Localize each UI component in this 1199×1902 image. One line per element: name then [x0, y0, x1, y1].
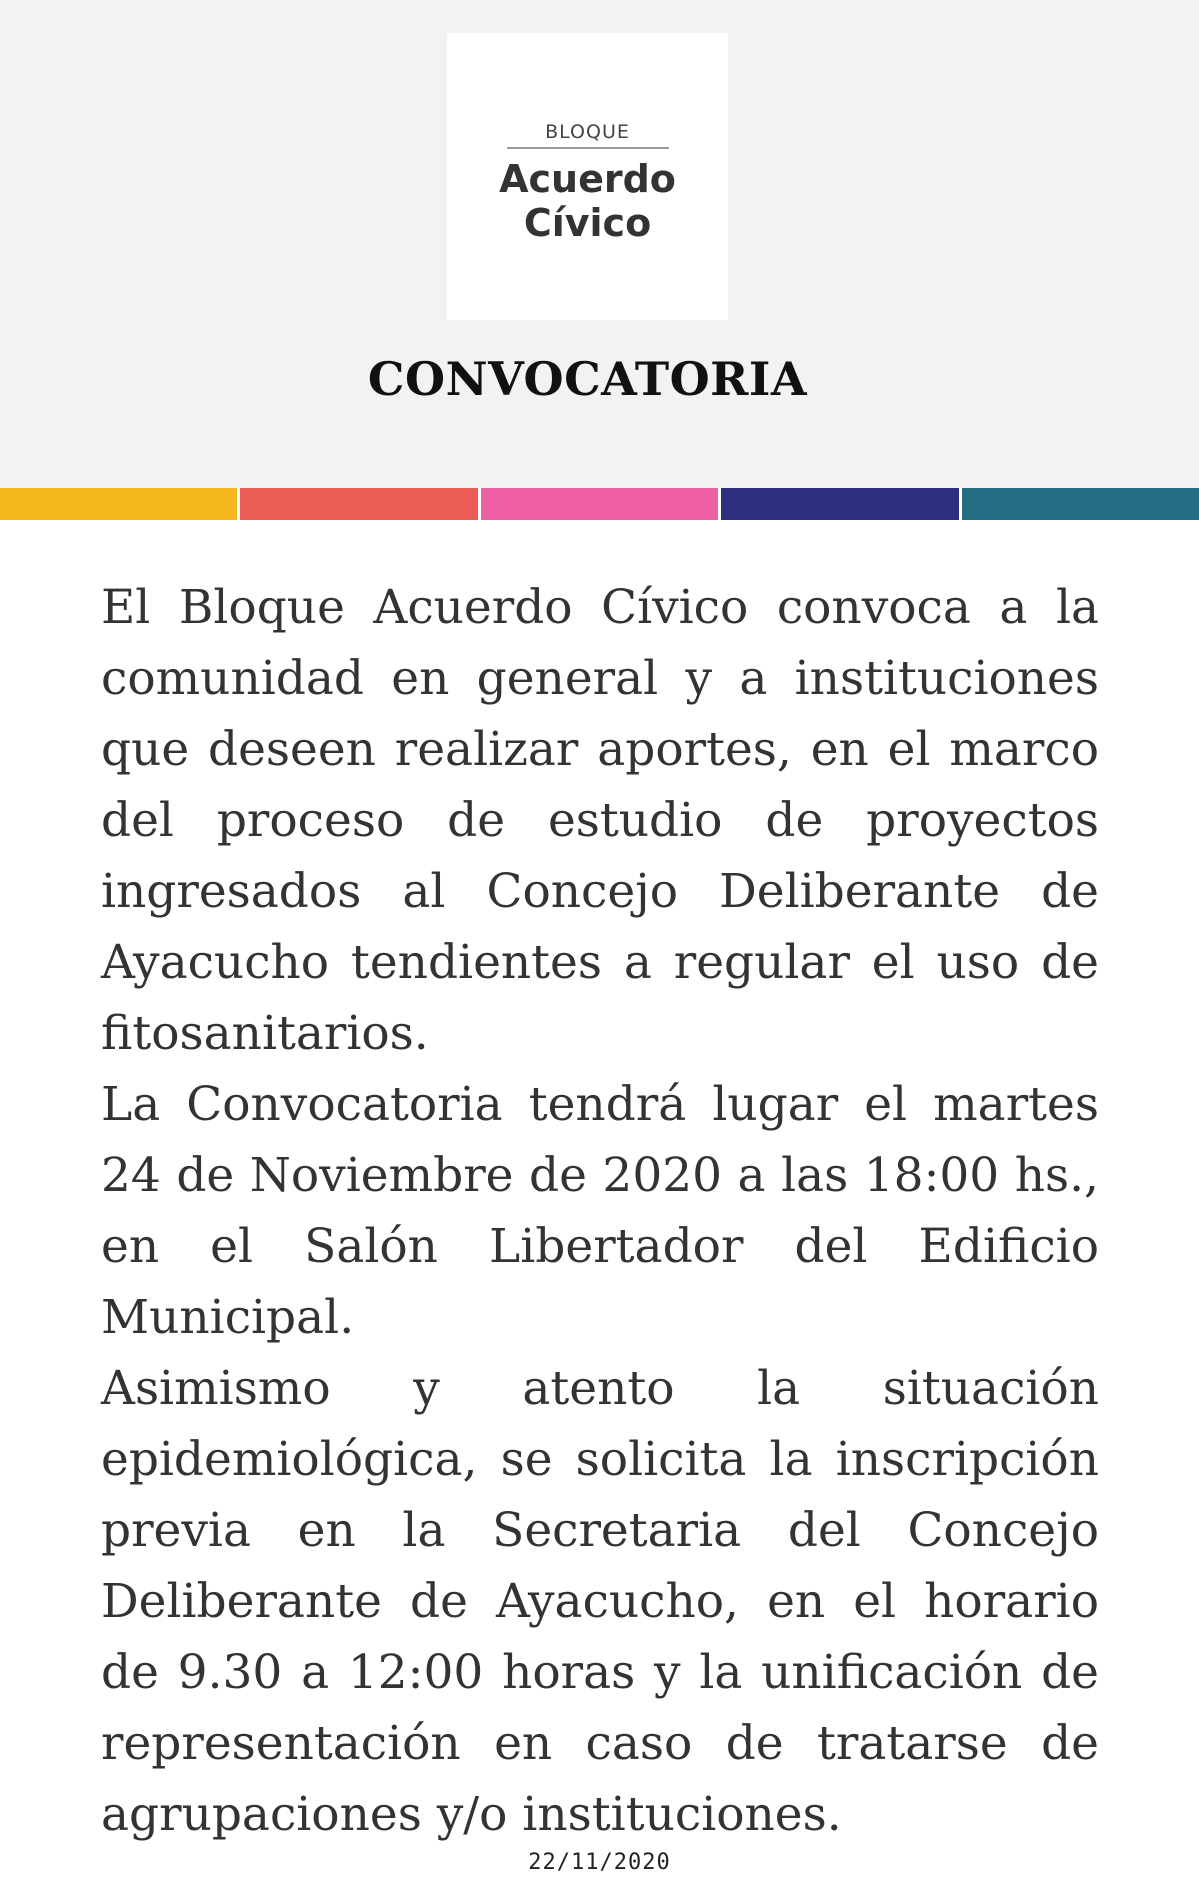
logo	[447, 33, 728, 320]
logo-divider	[507, 147, 669, 149]
logo-line-1: Acuerdo	[499, 157, 676, 201]
page-title: CONVOCATORIA	[367, 352, 808, 406]
color-bar-segment	[0, 488, 237, 520]
paragraph-registration: Asimismo y atento la situación epidemiológica, se solicita la inscripción previa en la Secretaria del Concejo Deliberante de Ayacucho, en el horario de 9.30 a 12:00 horas y la unificación de representación en caso de tratarse de agrupaciones y/o instituciones.	[101, 1361, 1099, 1842]
color-bar-segment	[237, 488, 477, 520]
publication-date: 22/11/2020	[528, 1850, 671, 1875]
announcement-body	[101, 572, 1099, 1850]
color-bar-segment	[718, 488, 958, 520]
header	[0, 0, 1199, 488]
color-bar-segment	[959, 488, 1199, 520]
paragraph-invitation: El Bloque Acuerdo Cívico convoca a la comunidad en general y a instituciones que deseen realizar aportes, en el marco del proceso de estudio de proyectos ingresados al Concejo Deliberante de Ayacucho tendientes a regular el uso de fitosanitarios.	[101, 580, 1099, 1061]
color-bar-segment	[478, 488, 718, 520]
logo-line-2: Cívico	[523, 201, 652, 245]
paragraph-schedule: La Convocatoria tendrá lugar el martes 24 de Noviembre de 2020 a las 18:00 hs., en el Salón Libertador del Edificio Municipal.	[101, 1077, 1099, 1345]
color-bar	[0, 488, 1199, 520]
logo-small-text: BLOQUE	[545, 121, 630, 143]
